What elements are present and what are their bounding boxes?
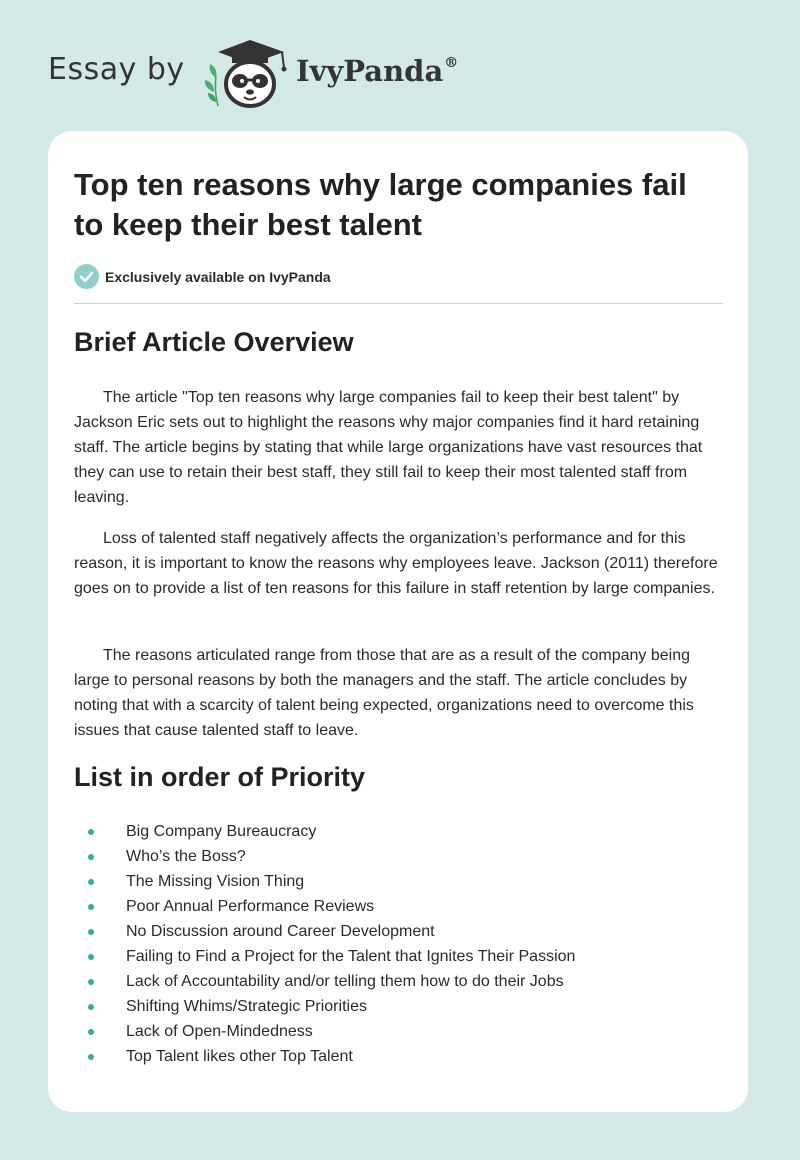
list-item: Lack of Open-Mindedness — [74, 1019, 714, 1044]
paragraph: The reasons articulated range from those that are as a result of the company being large to personal reasons by both the managers and the staff. The article concludes by noting that with a scarcity of talent being expected, organizations need to overcome this issues that cause talented staff to leave. — [74, 647, 694, 739]
list-item: Top Talent likes other Top Talent — [74, 1044, 714, 1069]
bullet-icon — [88, 979, 94, 985]
essay-by-label: Essay by — [48, 52, 185, 87]
article-card — [48, 131, 748, 1112]
paragraph: The article "Top ten reasons why large companies fail to keep their best talent" by Jackson Eric sets out to highlight the reasons why major companies find it hard retaining staff. The article begins by stating that while large organizations have vast resources that they can use to retain their best staff, they still fail to keep their most talented staff from leaving. — [74, 389, 703, 506]
priority-list-heading: List in order of Priority — [74, 762, 366, 792]
list-item: Shifting Whims/Strategic Priorities — [74, 994, 714, 1019]
list-item: Poor Annual Performance Reviews — [74, 894, 714, 919]
list-item: Lack of Accountability and/or telling them how to do their Jobs — [74, 969, 714, 994]
list-item: Big Company Bureaucracy — [74, 819, 714, 844]
bullet-icon — [88, 829, 94, 835]
bullet-icon — [88, 1054, 94, 1060]
panda-logo-icon[interactable] — [202, 36, 294, 110]
list-item: Who’s the Boss? — [74, 844, 714, 869]
bullet-icon — [88, 1004, 94, 1010]
registered-mark: ® — [444, 55, 459, 71]
bullet-icon — [88, 954, 94, 960]
bullet-icon — [88, 904, 94, 910]
bullet-icon — [88, 929, 94, 935]
brand-name[interactable]: IvyPanda® — [296, 54, 459, 88]
overview-heading: Brief Article Overview — [74, 327, 354, 357]
exclusive-badge — [74, 263, 474, 289]
site-header — [48, 36, 548, 116]
paragraph: Loss of talented staff negatively affects the organization’s performance and for this reason, it is important to know the reasons why employees leave. Jackson (2011) therefore goes on to provide a list of ten reasons for this failure in staff retention by large companies. — [74, 530, 718, 597]
list-item: Failing to Find a Project for the Talent that Ignites Their Passion — [74, 944, 714, 969]
bullet-icon — [88, 1029, 94, 1035]
article-title: Top ten reasons why large companies fail to keep their best talent — [74, 167, 687, 242]
list-item: No Discussion around Career Development — [74, 919, 714, 944]
exclusive-label: Exclusively available on IvyPanda — [105, 269, 331, 285]
divider — [74, 303, 723, 304]
bullet-icon — [88, 854, 94, 860]
list-item: The Missing Vision Thing — [74, 869, 714, 894]
priority-list — [74, 819, 714, 1069]
bullet-icon — [88, 879, 94, 885]
check-circle-icon — [74, 264, 99, 289]
